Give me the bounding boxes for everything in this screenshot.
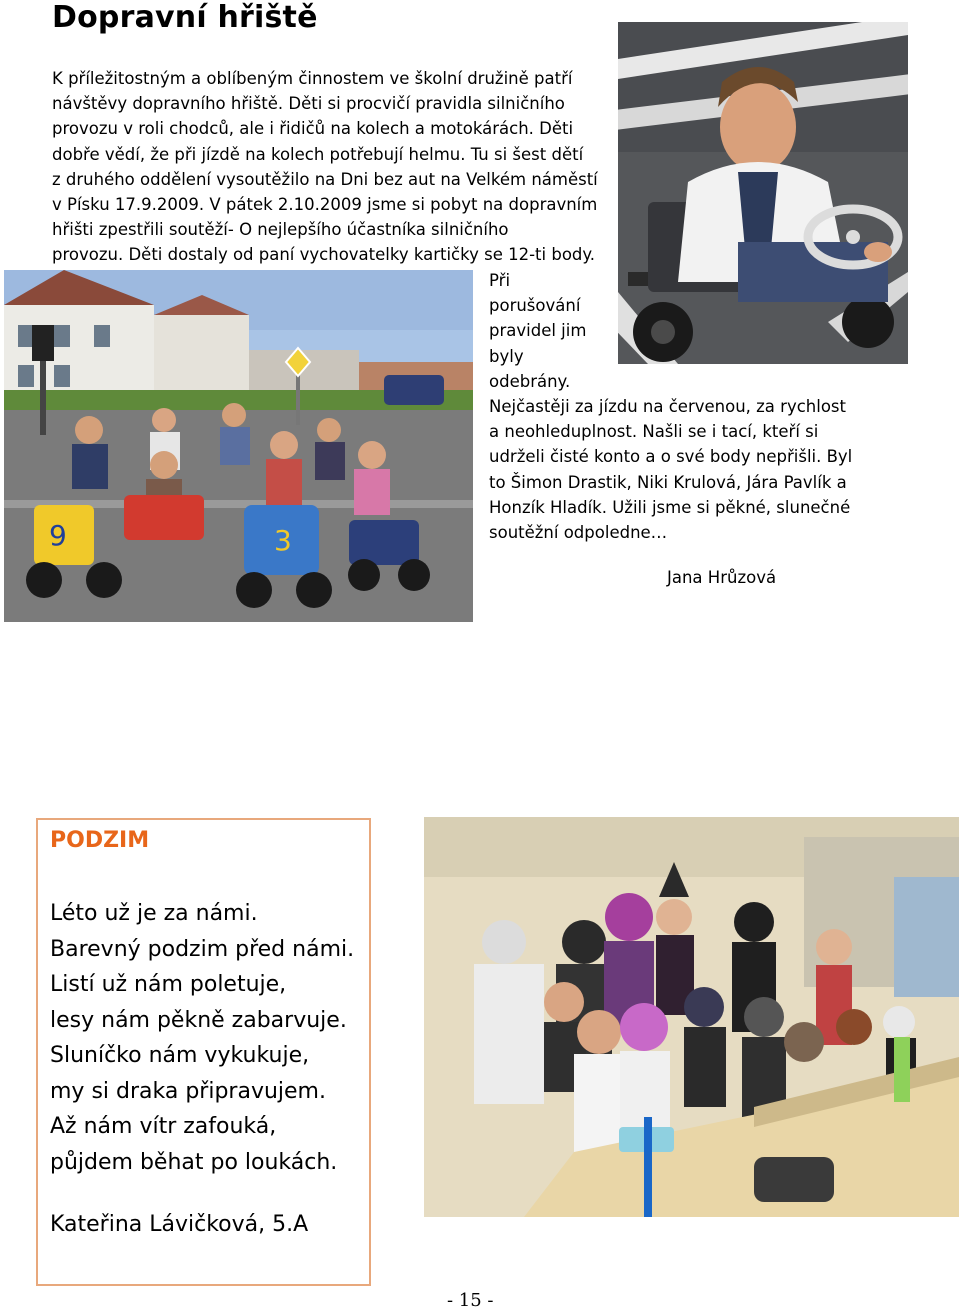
poem-author: Kateřina Lávičková, 5.A (50, 1212, 309, 1237)
poem-line: Sluníčko nám vykukuje, (50, 1043, 310, 1068)
article-body-continued (489, 268, 889, 545)
photo-halloween-class (424, 817, 959, 1217)
article-line: udrželi čisté konto a o své body nepřišli. Byl (489, 447, 853, 467)
article-line: soutěžní odpoledne… (489, 523, 668, 543)
svg-text:3: 3 (274, 524, 292, 557)
poem-line: my si draka připravujem. (50, 1078, 326, 1104)
poem-line: Léto už je za námi. (50, 901, 258, 926)
poem-heading: PODZIM (50, 828, 150, 853)
article-line: K příležitostným a oblíbeným činnostem ve školní družině patří (52, 69, 573, 88)
article-line: v Písku 17.9.2009. V pátek 2.10.2009 jsme si pobyt na dopravním (52, 195, 598, 215)
article-author: Jana Hrůzová (667, 568, 777, 587)
poem-text (50, 896, 354, 1180)
photo-children-on-go-karts (4, 270, 473, 622)
article-line: porušování (489, 296, 581, 316)
poem-line: lesy nám pěkně zabarvuje. (50, 1007, 347, 1033)
article-line: odebrány. (489, 371, 571, 391)
article-line: Nejčastěji za jízdu na červenou, za rychlost (489, 397, 846, 417)
article-line: návštěvy dopravního hřiště. Děti si procvičí pravidla silničního (52, 94, 565, 114)
article-line: hřišti zpestřili soutěží- O nejlepšího účastníka silničního (52, 220, 509, 240)
article-title: Dopravní hřiště (52, 0, 318, 35)
article-line: Honzík Hladík. Užili jsme si pěkné, slunečné (489, 497, 851, 517)
article-line: dobře vědí, že při jízdě na kolech potřebují helmu. Tu si šest dětí (52, 144, 584, 164)
poem-line: Barevný podzim před námi. (50, 936, 355, 962)
article-line: pravidel jim (489, 321, 587, 341)
poem-line: Až nám vítr zafouká, (50, 1114, 277, 1139)
poem-line: půjdem běhat po loukách. (50, 1149, 338, 1175)
article-line: a neohleduplnost. Našli se i tací, kteří si (489, 422, 819, 442)
article-line: byly (489, 346, 524, 366)
article-line: provozu v roli chodců, ale i řidičů na kolech a motokárách. Děti (52, 119, 574, 139)
article-body (52, 66, 612, 268)
page-number: - 15 - (447, 1290, 494, 1311)
article-line: to Šimon Drastik, Niki Krulová, Jára Pavlík a (489, 472, 847, 492)
article-line: provozu. Děti dostaly od paní vychovatelky kartičky se 12-ti body. (52, 245, 596, 265)
article-line: z druhého oddělení vysoutěžilo na Dni bez aut na Velkém náměstí (52, 169, 598, 189)
article-line: Při (489, 271, 511, 290)
poem-line: Listí už nám poletuje, (50, 972, 287, 997)
svg-text:9: 9 (49, 519, 67, 552)
